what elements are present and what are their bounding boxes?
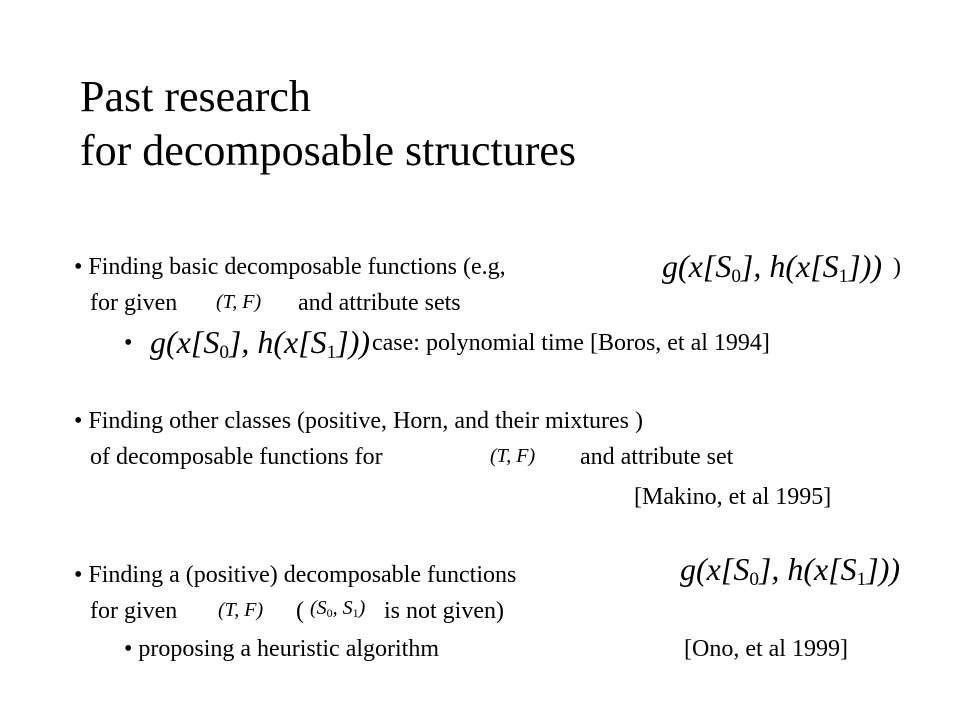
item3-tf: (T, F) <box>218 599 264 621</box>
item2-ref: [Makino, et al 1995] <box>634 484 832 510</box>
item1-line2: for given <box>90 290 178 316</box>
item1-sub-formula: $g(x[S_0]$, $h(x[S_1])$) <box>150 324 371 363</box>
item3-line2-tail: is not given) <box>384 598 504 624</box>
item3-formula: $g(x[S_0]$, $h(x[S_1])$) <box>680 551 901 590</box>
item1-line1: • Finding basic decomposable functions (e.g, <box>74 254 506 280</box>
item3-line2: for given <box>90 598 178 624</box>
item1-line2-tail: and attribute sets <box>298 290 461 316</box>
item1-formula: $g(x[S_0]$, $h(x[S_1])$) <box>662 248 883 287</box>
item1-sub-bullet: • <box>124 330 133 356</box>
item2-tf: (T, F) <box>490 445 536 467</box>
item2-line2: of decomposable functions for <box>90 444 383 470</box>
title-line-2: for decomposable structures <box>80 126 577 175</box>
item2-line1: • Finding other classes (positive, Horn, and their mixtures ) <box>74 408 643 434</box>
item2-line2-tail: and attribute set <box>580 444 734 470</box>
item3-ref: [Ono, et al 1999] <box>684 636 848 662</box>
item3-s-pair: ($S_0$, $S_1$) <box>310 597 366 620</box>
slide-title <box>80 70 576 178</box>
item3-sub-text: • proposing a heuristic algorithm <box>124 636 440 662</box>
item1-line1-tail: ) <box>893 254 901 280</box>
item1-tf: (T, F) <box>216 291 262 313</box>
title-line-1: Past research <box>80 72 311 121</box>
item1-sub-text: case: polynomial time [Boros, et al 1994] <box>372 330 770 356</box>
item3-line2-paren: ( <box>296 598 304 624</box>
item3-line1: • Finding a (positive) decomposable functions <box>74 562 517 588</box>
